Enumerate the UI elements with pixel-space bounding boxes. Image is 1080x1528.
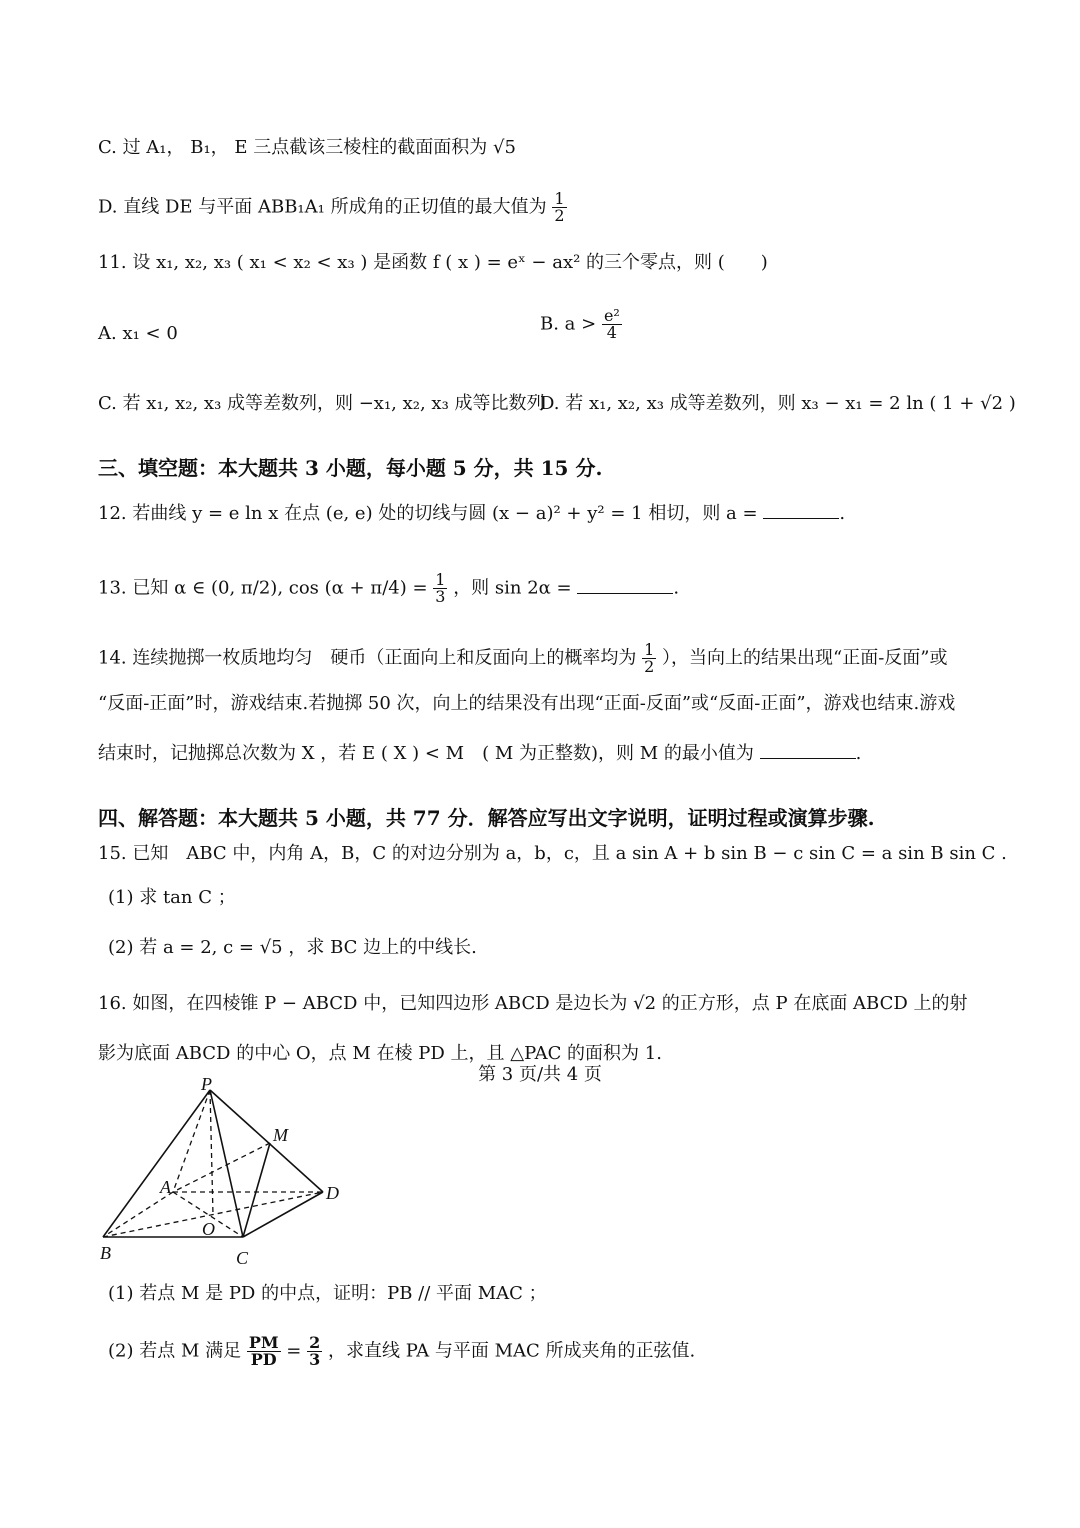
pyramid-figure: [98, 1075, 358, 1270]
q15-stem: 15. 已知 ABC 中，内角 A，B，C 的对边分别为 a，b，c，且 a sin A + b sin B − c sin C = a sin B sin C .: [98, 843, 1007, 864]
q11-option-a: A. x₁ < 0: [98, 323, 178, 344]
edge-PD: [210, 1090, 323, 1192]
q14-line-1: [98, 642, 948, 675]
q16-part-2-pre: (2) 若点 M 满足: [108, 1340, 242, 1362]
label-P: P: [201, 1075, 212, 1094]
q12-answer-blank[interactable]: [763, 518, 839, 519]
q13-text-pre: 13. 已知 α ∈: [98, 577, 206, 599]
label-M: M: [273, 1125, 288, 1145]
edge-PB: [103, 1090, 210, 1237]
q13-text-mid: , cos: [277, 577, 319, 599]
fraction-two-thirds: $\frac{2}{3}$: [309, 1333, 321, 1369]
q14-answer-blank[interactable]: [760, 758, 856, 759]
q14-text-1: 14. 连续抛掷一枚质地均匀 硬币（正面向上和反面向上的概率均为: [98, 647, 637, 669]
q14-text-1b: ），当向上的结果出现“正面-反面”或: [662, 647, 948, 669]
height-PO-hidden: [210, 1090, 213, 1215]
q11-option-d: D. 若 x₁, x₂, x₃ 成等差数列，则 x₃ − x₁ = 2 ln ( 1 + √2 ): [540, 393, 1016, 414]
q11-option-b: [540, 308, 622, 341]
q10-option-c: C. 过 A₁， B₁， E 三点截该三棱柱的截面面积为 √5: [98, 137, 516, 158]
edge-CD: [243, 1192, 323, 1237]
q11-option-b-text: B. a >: [540, 313, 597, 335]
q12-text: 12. 若曲线 y = e ln x 在点 (e, e) 处的切线与圆 (x − a)² + y² = 1 相切，则 a =: [98, 503, 758, 524]
page-footer: 第 3 页/共 4 页: [478, 1064, 602, 1085]
label-D: D: [326, 1183, 339, 1203]
section-4-heading: 四、解答题：本大题共 5 小题，共 77 分．解答应写出文字说明，证明过程或演算步骤.: [98, 806, 875, 830]
q13-answer-blank[interactable]: [577, 593, 673, 594]
q13-interval: (0, π/2): [211, 577, 278, 599]
q10-option-d-text: D. 直线 DE 与平面 ABB₁A₁ 所成角的正切值的最大值为: [98, 196, 547, 218]
edge-PC: [210, 1090, 243, 1237]
q13-alpha-expr: (α + π/4): [324, 577, 407, 599]
fraction-pm-over-pd: $\frac{PM}{PD}$: [248, 1333, 279, 1369]
label-O: O: [202, 1219, 215, 1239]
edge-AB-hidden: [103, 1192, 173, 1237]
q11-stem: 11. 设 x₁, x₂, x₃ ( x₁ < x₂ < x₃ ) 是函数 f ( x ) = eˣ − ax² 的三个零点，则 ( ): [98, 252, 768, 273]
q16-part-1: (1) 若点 M 是 PD 的中点，证明：PB // 平面 MAC ；: [108, 1283, 547, 1304]
fraction-e2-over-4: $\frac{\text{e²}}{4}$: [603, 306, 620, 342]
q13-text-post: ，则 sin 2α =: [453, 577, 572, 599]
label-C: C: [236, 1248, 249, 1268]
segment-MC: [243, 1143, 270, 1237]
label-B: B: [100, 1243, 111, 1263]
q15-part-1: (1) 求 tan C ；: [108, 887, 236, 908]
q14-line-3: 结束时，记抛掷总次数为 X ，若 E ( X ) < M ( M 为正整数)，则 M 的最小值为 .: [98, 743, 862, 764]
q13: 13. 已知 α ∈ (0, π/2), cos (α + π/4) = $\frac{1}{3}$ ，则 sin 2α = .: [98, 570, 680, 606]
q15-part-2: (2) 若 a = 2, c = √5 ，求 BC 边上的中线长.: [108, 937, 477, 958]
q16-part-2-post: ，求直线 PA 与平面 MAC 所成夹角的正弦值.: [327, 1340, 696, 1362]
q16-part-2: (2) 若点 M 满足 $\frac{PM}{PD}$ = $\frac{2}{3}$ ，求直线 PA 与平面 MAC 所成夹角的正弦值.: [108, 1333, 696, 1369]
q12: 12. 若曲线 y = e ln x 在点 (e, e) 处的切线与圆 (x − a)² + y² = 1 相切，则 a = .: [98, 503, 846, 524]
q14-text-3: 结束时，记抛掷总次数为 X ，若 E ( X ) < M ( M 为正整数)，则 M 的最小值为: [98, 743, 754, 764]
q11-option-c: C. 若 x₁, x₂, x₃ 成等差数列，则 −x₁, x₂, x₃ 成等比数列: [98, 393, 545, 414]
fraction-one-third: $\frac{1}{3}$: [435, 570, 446, 606]
q16-stem-line-1: 16. 如图，在四棱锥 P − ABCD 中，已知四边形 ABCD 是边长为 √2 的正方形，点 P 在底面 ABCD 上的射: [98, 993, 968, 1014]
q16-stem-line-2: 影为底面 ABCD 的中心 O，点 M 在棱 PD 上，且 △PAC 的面积为 1.: [98, 1043, 662, 1064]
q14-line-2: “反面-正面”时，游戏结束.若抛掷 50 次，向上的结果没有出现“正面-反面”或“反面-正面”，游戏也结束.游戏: [98, 693, 956, 714]
section-3-heading: 三、填空题：本大题共 3 小题，每小题 5 分，共 15 分.: [98, 456, 603, 480]
q10-option-d: [98, 191, 567, 224]
fraction-one-half-q14: $\frac{1}{2}$: [644, 640, 655, 676]
label-A: A: [160, 1177, 171, 1197]
fraction-one-half: $\frac{1}{2}$: [554, 189, 565, 225]
